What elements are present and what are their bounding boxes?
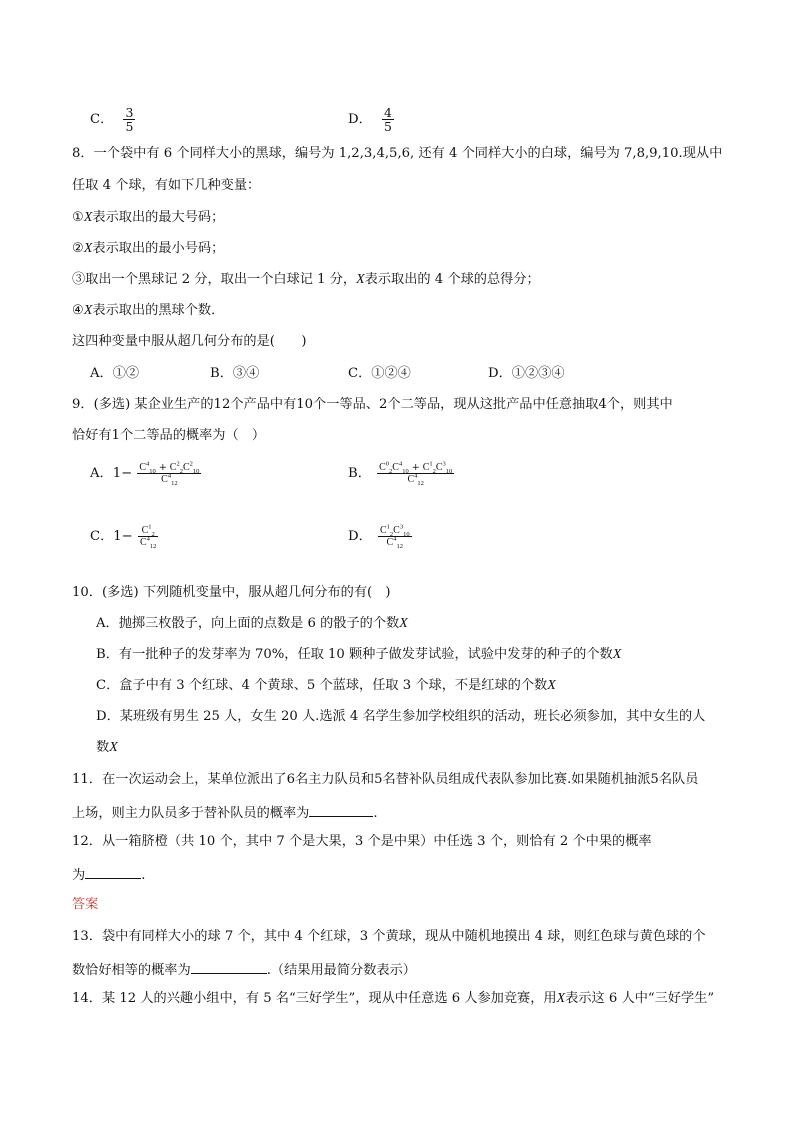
q8-item-4 (72, 302, 224, 320)
q12-stem-line2 (72, 864, 145, 885)
q10-option-d-line1: D．某班级有男生 25 人，女生 20 人.选派 4 名学生参加学校组织的活动，班长必须参加，其中女生的人 (96, 709, 706, 724)
stem-text: 上场，则主力队员多于替补队员的概率为 (72, 806, 310, 821)
option-text: A．抛掷三枚骰子，向上面的点数是 6 的骰子的个数 (96, 616, 400, 631)
option-letter: D． (348, 529, 372, 544)
q9-stem-line1: 9．(多选) 某企业生产的12个产品中有10个一等品、2个二等品，现从这批产品中任意抽取4个，则其中 (72, 397, 673, 412)
q11-stem-line2 (72, 802, 378, 823)
q10-stem: 10．(多选) 下列随机变量中，服从超几何分布的有( ) (72, 585, 391, 600)
formula-prefix: 1− (113, 529, 133, 544)
note-text: .（结果用最简分数表示） (266, 963, 416, 978)
period: . (373, 806, 378, 821)
option-text: 数 (96, 740, 110, 755)
answer-label[interactable]: 答案 (72, 897, 99, 912)
option-letter: D． (348, 112, 372, 127)
denominator: 5 (125, 119, 134, 134)
q8-option-d: D．①②③④ (488, 366, 565, 381)
q8-stem-line1: 8．一个袋中有 6 个同样大小的黑球，编号为 1,2,3,4,5,6, 还有 4 个同样大小的白球，编号为 7,8,9,10.现从中 (72, 146, 723, 161)
q9-option-b (348, 462, 454, 485)
item-text: 表示取出的最小号码； (92, 241, 225, 256)
formula-prefix: 1− (112, 466, 133, 481)
q9-option-d (348, 525, 412, 548)
q8-stem-line2: 任取 4 个球，有如下几种变量： (72, 178, 261, 193)
q9-option-c (90, 525, 158, 548)
q8-option-a: A．①② (90, 366, 140, 381)
answer-blank[interactable] (191, 959, 267, 974)
variable-x: X (612, 647, 622, 662)
stem-text: 14．某 12 人的兴趣小组中，有 5 名“三好学生”，现从中任意选 6 人参加竞赛，用 (72, 991, 557, 1006)
denominator: 5 (383, 119, 392, 134)
item-text: 表示取出的最大号码； (92, 210, 225, 225)
combination-fraction: $\frac{C^4_{10} + C^2_2C^2_{10}}{C^4_{12}}$ (139, 460, 200, 487)
option-letter: A． (90, 466, 113, 481)
q8-question: 这四种变量中服从超几何分布的是( ) (72, 334, 307, 349)
variable-x: X (356, 272, 365, 287)
variable-x: X (547, 678, 556, 693)
option-letter: C． (90, 112, 114, 127)
q10-option-a (96, 615, 408, 633)
q7-option-d (348, 106, 394, 133)
option-letter: B． (348, 466, 371, 481)
q11-stem-line1: 11．在一次运动会上，某单位派出了6名主力队员和5名替补队员组成代表队参加比赛.如果随机抽派5名队员 (72, 772, 699, 787)
variable-x: X (109, 740, 118, 755)
combination-fraction: $\frac{C^1_2}{C^4_{12}}$ (139, 523, 157, 550)
answer-blank[interactable] (85, 864, 141, 879)
variable-x: X (556, 991, 566, 1006)
q10-option-d-line2 (96, 739, 118, 757)
stem-text: 为 (72, 868, 86, 883)
answer-blank[interactable] (309, 802, 373, 817)
item-text: 表示取出的 4 个球的总得分； (364, 272, 540, 287)
variable-x: X (399, 616, 408, 631)
variable-x: X (83, 241, 93, 256)
q8-item-3 (72, 271, 540, 289)
q12-stem-line1: 12．从一箱脐橙（共 10 个，其中 7 个是大果，3 个是中果）中任选 3 个，则恰有 2 个中果的概率 (72, 834, 652, 849)
q7-option-c (90, 106, 135, 133)
q8-item-1 (72, 209, 224, 227)
q13-stem-line2 (72, 959, 416, 980)
item-marker: ④ (72, 303, 84, 318)
q9-stem-line2: 恰好有1个二等品的概率为（ ） (72, 428, 266, 443)
q8-option-c: C．①②④ (348, 366, 411, 381)
variable-x: X (83, 303, 93, 318)
fraction (382, 106, 394, 133)
q10-option-b (96, 646, 621, 664)
numerator: 4 (383, 105, 392, 120)
q9-option-a (90, 462, 201, 485)
variable-x: X (83, 210, 93, 225)
q13-stem-line1: 13．袋中有同样大小的球 7 个，其中 4 个红球，3 个黄球，现从中随机地摸出 4 球，则红色球与黄色球的个 (72, 929, 706, 944)
item-marker: ① (72, 210, 84, 225)
period: . (141, 868, 146, 883)
item-text: ③取出一个黑球记 2 分，取出一个白球记 1 分， (72, 272, 357, 287)
fraction (123, 106, 135, 133)
q8-item-2 (72, 240, 224, 258)
option-text: B．有一批种子的发芽率为 70%，任取 10 颗种子做发芽试验，试验中发芽的种子的个数 (96, 647, 613, 662)
combination-fraction: $\frac{C^1_2C^3_{10}}{C^4_{12}}$ (379, 523, 410, 550)
combination-fraction: $\frac{C^0_2C^4_{10} + C^1_2C^3_{10}}{C^4_{12}}$ (379, 460, 453, 487)
numerator: 3 (125, 105, 134, 120)
q14-stem-line1 (72, 990, 714, 1008)
item-text: 表示取出的黑球个数． (92, 303, 225, 318)
q8-option-b: B．③④ (210, 366, 260, 381)
option-letter: C． (90, 529, 114, 544)
stem-text: 数恰好相等的概率为 (72, 963, 191, 978)
option-text: C．盒子中有 3 个红球、4 个黄球、5 个蓝球，任取 3 个球，不是红球的个数 (96, 678, 548, 693)
item-marker: ② (72, 241, 84, 256)
stem-text: 表示这 6 人中“三好学生” (565, 991, 715, 1006)
q10-option-c (96, 677, 556, 695)
